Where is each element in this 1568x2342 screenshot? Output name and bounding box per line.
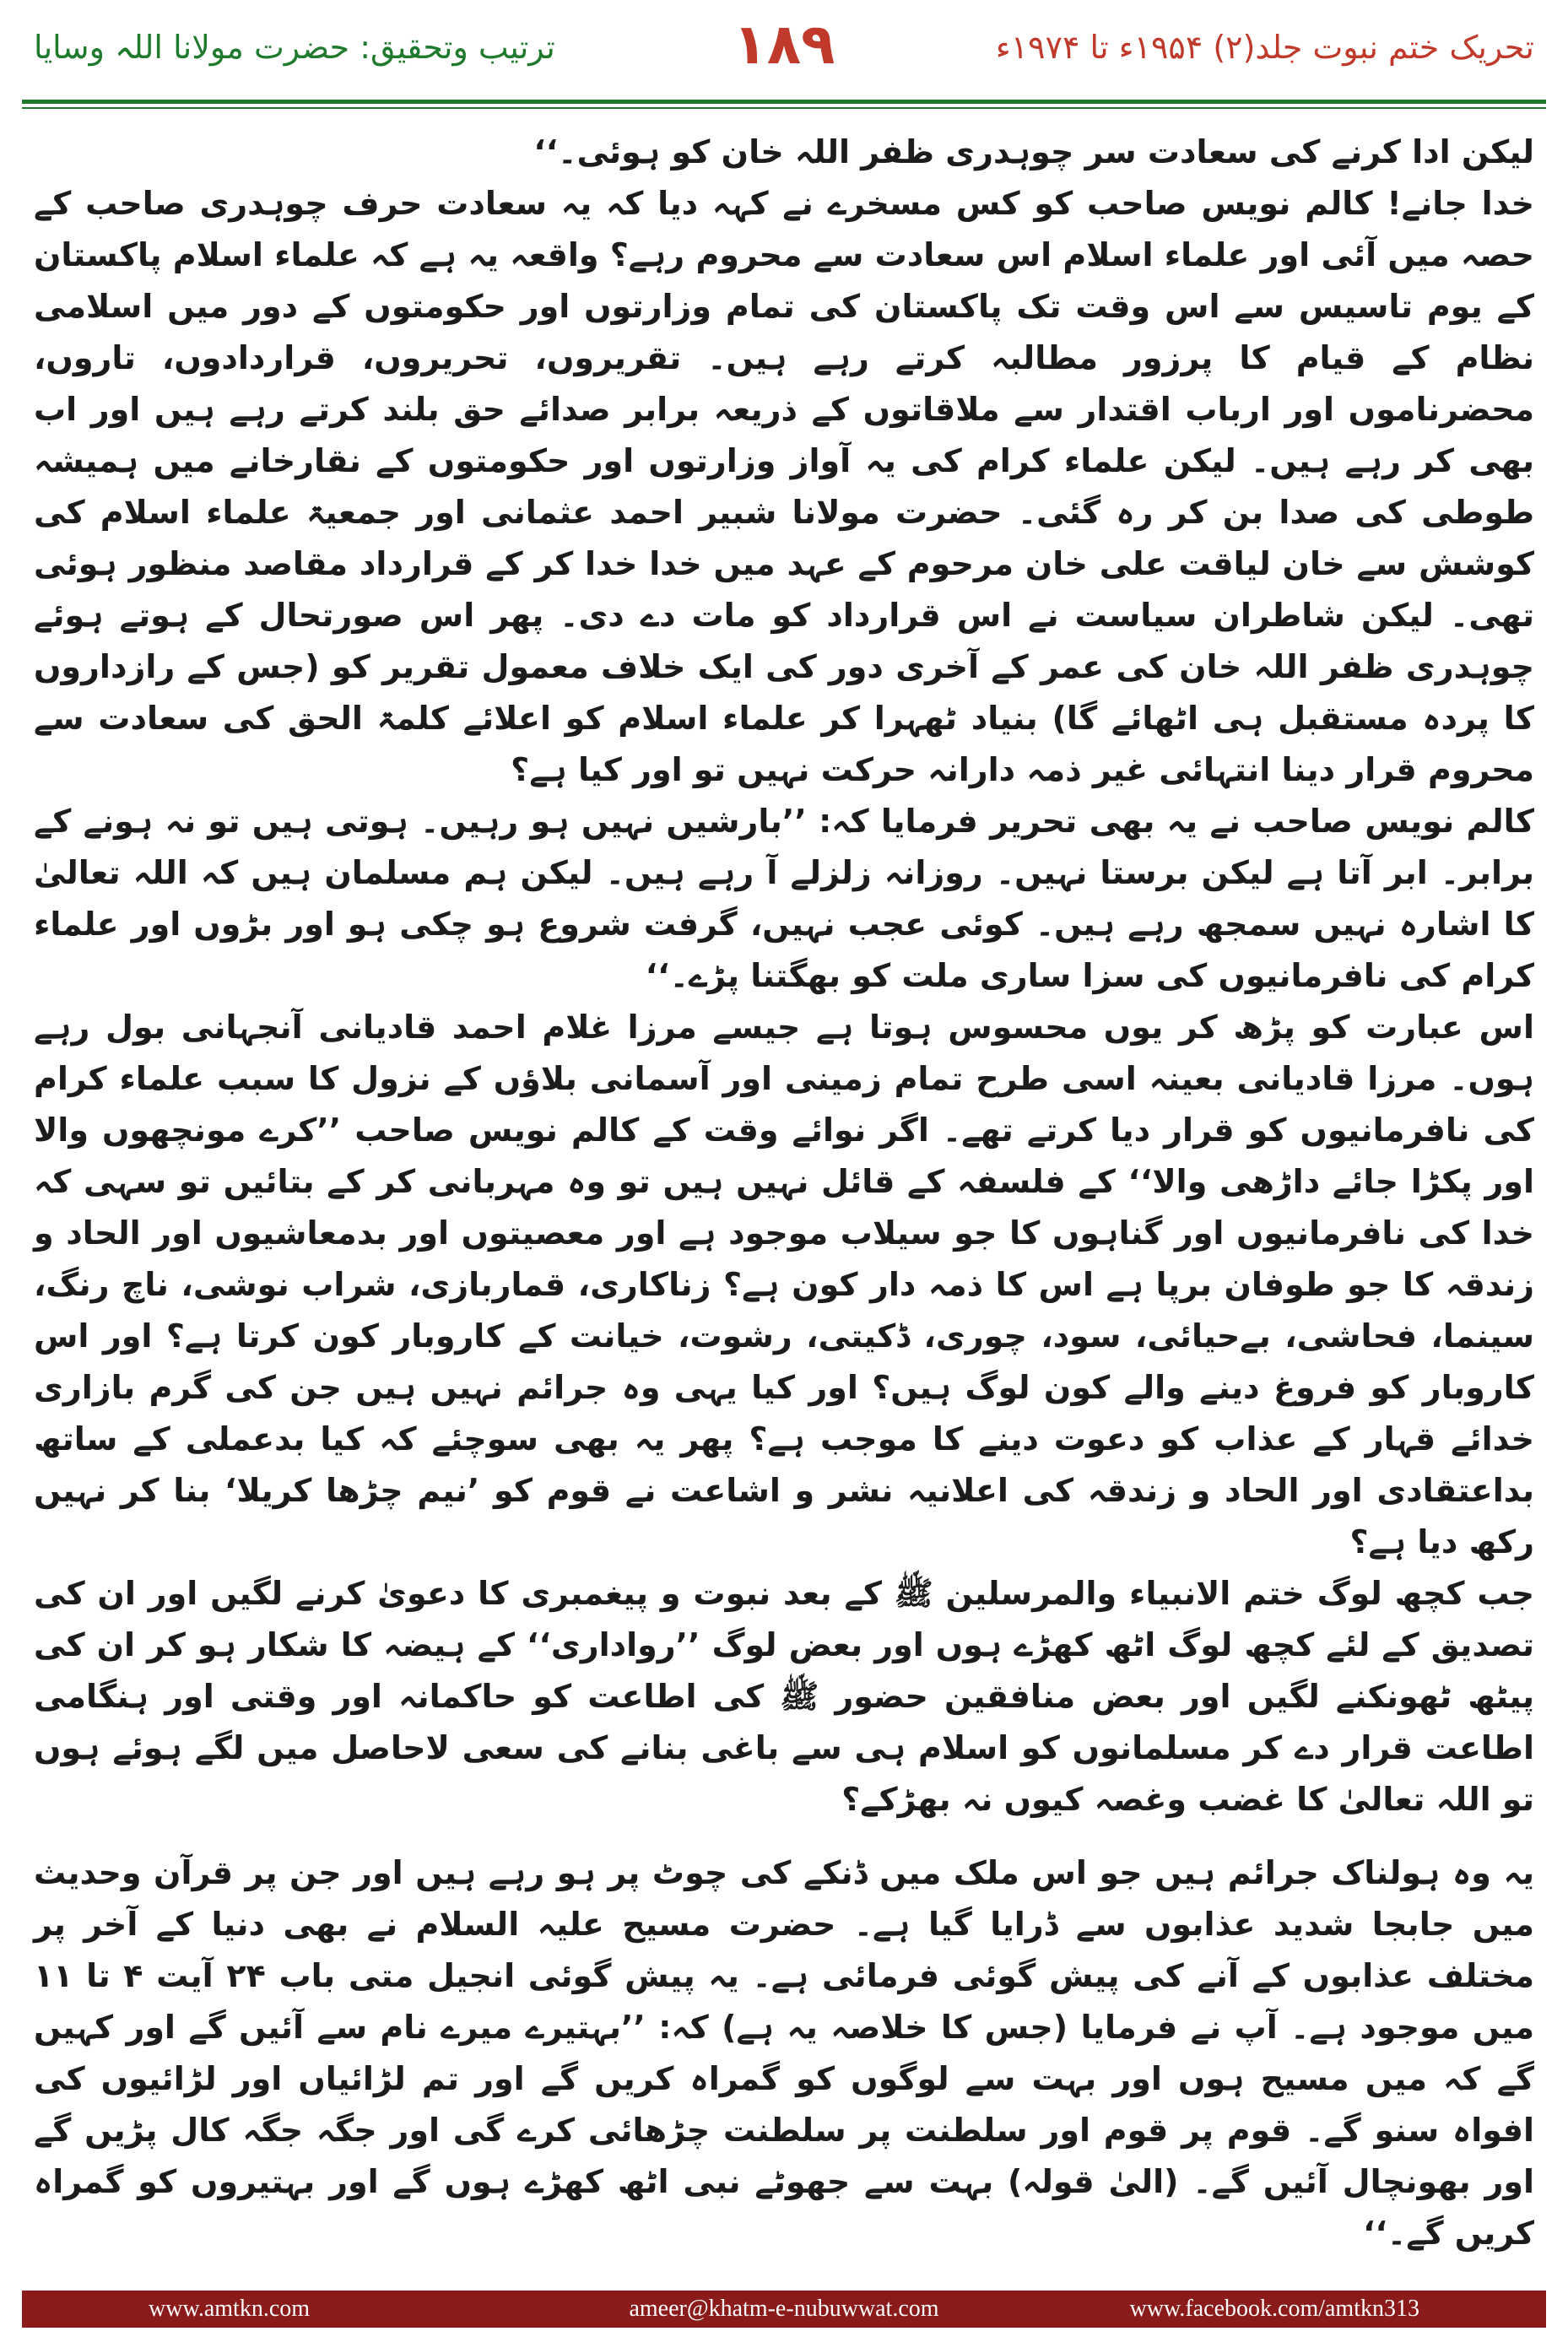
- compiler-credit: ترتیب وتحقیق: حضرت مولانا اللہ وسایا: [34, 29, 555, 66]
- paragraph: خدا جانے! کالم نویس صاحب کو کس مسخرے نے کہہ دیا کہ یہ سعادت حرف چوہدری صاحب کے حصہ میں آئی اور علماء اسلام اس سعادت سے محروم رہے؟ واقعہ یہ ہے کہ علماء اسلام پاکستان کے یوم تاسیس سے اس وقت تک پاکستان کی تمام وزارتوں اور حکومتوں کے دور میں اسلامی نظام کے قیام کا پرزور مطالبہ کرتے رہے ہیں۔ تقریروں، تحریروں، قراردادوں، تاروں، محضرناموں اور ارباب اقتدار سے ملاقاتوں کے ذریعہ برابر صدائے حق بلند کرتے رہے ہیں اور اب بھی کر رہے ہیں۔ لیکن علماء کرام کی یہ آواز وزارتوں اور حکومتوں کے نقارخانے میں ہمیشہ طوطی کی صدا بن کر رہ گئی۔ حضرت مولانا شبیر احمد عثمانی اور جمعیۃ علماء اسلام کی کوشش سے خان لیاقت علی خان مرحوم کے عہد میں خدا خدا کر کے قرارداد مقاصد منظور ہوئی تھی۔ لیکن شاطران سیاست نے اس قرارداد کو مات دے دی۔ پھر اس صورتحال کے ہوتے ہوئے چوہدری ظفر اللہ خان کی عمر کے آخری دور کی ایک خلاف معمول تقریر کو (جس کے رازداروں کا پردہ مستقبل ہی اٹھائے گا) بنیاد ٹھہرا کر علماء اسلام کو اعلائے کلمۃ الحق کی سعادت سے محروم قرار دینا انتہائی غیر ذمہ دارانہ حرکت نہیں تو اور کیا ہے؟: [34, 185, 1534, 788]
- header-rule-thin: [22, 107, 1546, 109]
- header-rule: [22, 100, 1546, 104]
- paragraph: جب کچھ لوگ ختم الانبیاء والمرسلین ﷺ کے بعد نبوت و پیغمبری کا دعویٰ کرنے لگیں اور ان کی تصدیق کے لئے کچھ لوگ اٹھ کھڑے ہوں اور بعض لوگ ’’رواداری‘‘ کے ہیضہ کا شکار ہو کر ان کی پیٹھ ٹھونکنے لگیں اور بعض منافقین حضور ﷺ کی اطاعت کو حاکمانہ اور وقتی اور ہنگامی اطاعت قرار دے کر مسلمانوں کو اسلام ہی سے باغی بنانے کی سعی لاحاصل میں لگے ہوئے ہوں تو اللہ تعالیٰ کا غضب وغصہ کیوں نہ بھڑکے؟: [34, 1575, 1534, 1818]
- book-title: تحریک ختم نبوت جلد(۲) ۱۹۵۴ء تا ۱۹۷۴ء: [995, 29, 1534, 66]
- paragraph: کالم نویس صاحب نے یہ بھی تحریر فرمایا کہ: ’’بارشیں نہیں ہو رہیں۔ ہوتی ہیں تو نہ ہونے کے برابر۔ ابر آتا ہے لیکن برستا نہیں۔ روزانہ زلزلے آ رہے ہیں۔ لیکن ہم مسلمان ہیں کہ اللہ تعالیٰ کا اشارہ نہیں سمجھ رہے ہیں۔ کوئی عجب نہیں، گرفت شروع ہو چکی ہو اور بڑوں اور علماء کرام کی نافرمانیوں کی سزا ساری ملت کو بھگتنا پڑے۔‘‘: [34, 803, 1534, 994]
- footer-facebook[interactable]: www.facebook.com/amtkn313: [1129, 2296, 1419, 2322]
- footer-email[interactable]: ameer@khatm-e-nubuwwat.com: [629, 2296, 939, 2322]
- footer-website[interactable]: www.amtkn.com: [149, 2296, 311, 2322]
- paragraph: اس عبارت کو پڑھ کر یوں محسوس ہوتا ہے جیسے مرزا غلام احمد قادیانی آنجہانی بول رہے ہوں۔ مرزا قادیانی بعینہ اسی طرح تمام زمینی اور آسمانی بلاؤں کے نزول کا سبب علماء کرام کی نافرمانیوں کو قرار دیا کرتے تھے۔ اگر نوائے وقت کے کالم نویس صاحب ’’کرے مونچھوں والا اور پکڑا جائے داڑھی والا‘‘ کے فلسفہ کے قائل نہیں ہیں تو وہ مہربانی کر کے بتائیں تو سہی کہ خدا کی نافرمانیوں اور گناہوں کا جو سیلاب موجود ہے اور معصیتوں اور بدمعاشیوں اور الحاد و زندقہ کا جو طوفان برپا ہے اس کا ذمہ دار کون ہے؟ زناکاری، قماربازی، شراب نوشی، ناچ رنگ، سینما، فحاشی، بےحیائی، سود، چوری، ڈکیتی، رشوت، خیانت کے کاروبار کون کرتا ہے؟ اور اس کاروبار کو فروغ دینے والے کون لوگ ہیں؟ اور کیا یہی وہ جرائم نہیں ہیں جن کی گرم بازاری خدائے قہار کے عذاب کو دعوت دینے کا موجب ہے؟ پھر یہ بھی سوچئے کہ کیا بدعملی کے ساتھ بداعتقادی اور الحاد و زندقہ کی اعلانیہ نشر و اشاعت نے قوم کو ’نیم چڑھا کریلا‘ بنا کر نہیں رکھ دیا ہے؟: [34, 1009, 1534, 1560]
- page-footer: [22, 2291, 1546, 2328]
- page-header: [0, 0, 1568, 127]
- page-body: [34, 127, 1534, 2259]
- paragraph: لیکن ادا کرنے کی سعادت سر چوہدری ظفر اللہ خان کو ہوئی۔‘‘: [533, 133, 1534, 170]
- page-number: ۱۸۹: [733, 12, 835, 77]
- paragraph: یہ وہ ہولناک جرائم ہیں جو اس ملک میں ڈنکے کی چوٹ پر ہو رہے ہیں اور جن پر قرآن وحدیث میں جابجا شدید عذابوں سے ڈرایا گیا ہے۔ حضرت مسیح علیہ السلام نے بھی دنیا کے آخر پر مختلف عذابوں کے آنے کی پیش گوئی فرمائی ہے۔ یہ پیش گوئی انجیل متی باب ۲۴ آیت ۴ تا ۱۱ میں موجود ہے۔ آپ نے فرمایا (جس کا خلاصہ یہ ہے) کہ: ’’بہتیرے میرے نام سے آئیں گے اور کہیں گے کہ میں مسیح ہوں اور بہت سے لوگوں کو گمراہ کریں گے اور تم لڑائیاں اور لڑائیوں کی افواہ سنو گے۔ قوم پر قوم اور سلطنت پر سلطنت چڑھائی کرے گی اور جگہ جگہ کال پڑیں گے اور بھونچال آئیں گے۔ (الیٰ قولہ) بہت سے جھوٹے نبی اٹھ کھڑے ہوں گے اور بہتیروں کو گمراہ کریں گے۔‘‘: [34, 1854, 1535, 2252]
